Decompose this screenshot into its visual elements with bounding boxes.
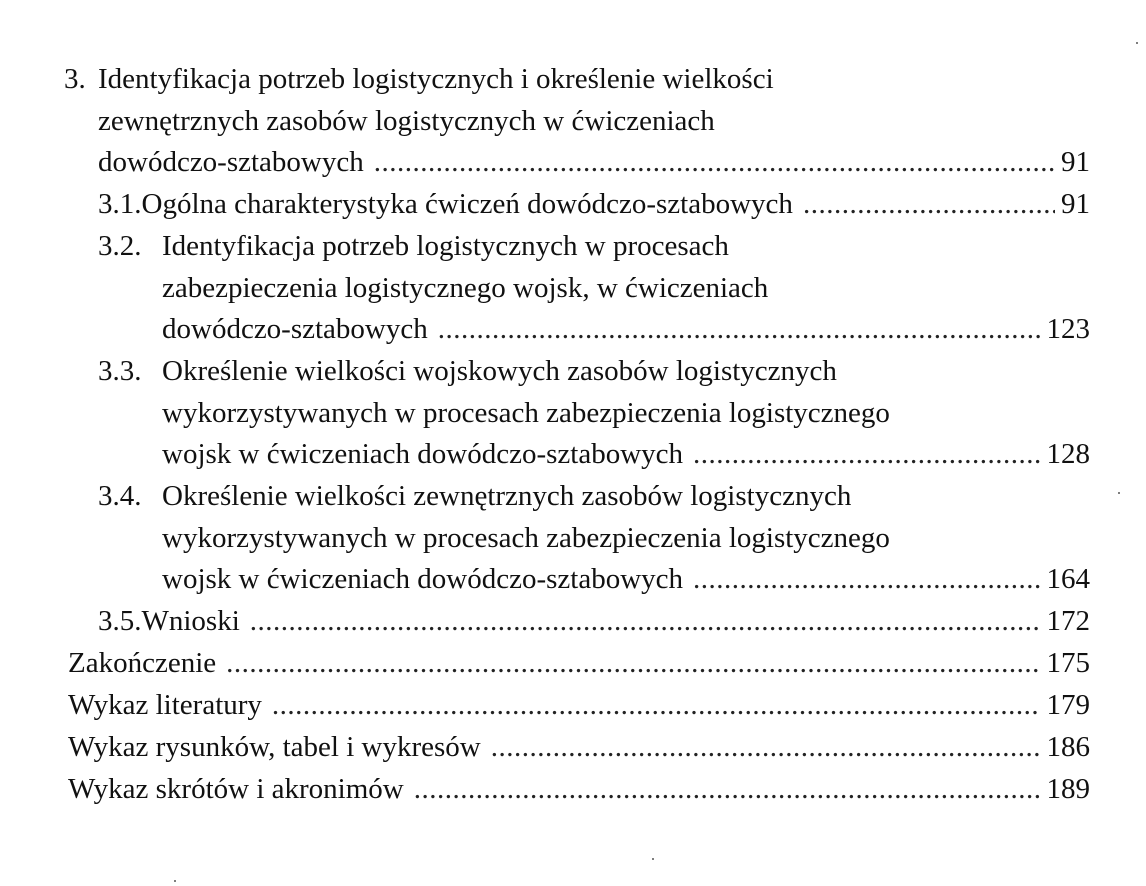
- toc-page-number: 179: [1046, 689, 1090, 721]
- toc-leader-dots: [250, 600, 1041, 642]
- toc-page-number: 186: [1046, 731, 1090, 763]
- toc-entry-number: 3.3.: [98, 355, 142, 387]
- toc-leader-dots: [693, 433, 1040, 475]
- toc-leader-dots: [438, 308, 1041, 350]
- toc-entry-title: Wnioski: [141, 605, 240, 637]
- scan-speck: [1118, 492, 1120, 494]
- toc-entry-wykaz-skrotow: [68, 768, 1090, 810]
- toc-page-number: 91: [1061, 146, 1090, 178]
- toc-entry-chapter-3-line-3: [98, 141, 1090, 183]
- toc-entry-title: zabezpieczenia logistycznego wojsk, w ćwiczeniach: [162, 272, 769, 304]
- toc-entry-number: 3.: [64, 63, 86, 95]
- scan-speck: [652, 858, 654, 860]
- toc-leader-dots: [693, 558, 1040, 600]
- toc-entry-3-5: [98, 600, 1090, 642]
- toc-entry-title: Ogólna charakterystyka ćwiczeń dowódczo-sztabowych: [141, 188, 793, 220]
- toc-entry-3-2-line-3: [162, 308, 1090, 350]
- toc-leader-dots: [226, 642, 1040, 684]
- toc-entry-title: wojsk w ćwiczeniach dowódczo-sztabowych: [162, 563, 684, 595]
- toc-leader-dots: [414, 768, 1041, 810]
- toc-entry-3-3-line-2: [162, 392, 890, 434]
- toc-entry-number: 3.4.: [98, 480, 142, 512]
- toc-entry-3-3-line-1: [98, 350, 837, 392]
- toc-entry-zakonczenie: [68, 642, 1090, 684]
- toc-entry-title: dowódczo-sztabowych: [98, 146, 364, 178]
- toc-entry-wykaz-rysunkow: [68, 726, 1090, 768]
- toc-entry-title: Określenie wielkości zewnętrznych zasobów logistycznych: [162, 480, 852, 512]
- toc-entry-title: wykorzystywanych w procesach zabezpieczenia logistycznego: [162, 397, 890, 429]
- toc-leader-dots: [272, 684, 1041, 726]
- toc-leader-dots: [803, 183, 1055, 225]
- toc-entry-title: Zakończenie: [68, 647, 217, 679]
- toc-page-number: 91: [1061, 188, 1090, 220]
- toc-page-number: 164: [1046, 563, 1090, 595]
- toc-entry-title: Określenie wielkości wojskowych zasobów logistycznych: [162, 355, 837, 387]
- toc-entry-title: Wykaz rysunków, tabel i wykresów: [68, 731, 481, 763]
- toc-entry-3-3-line-3: [162, 433, 1090, 475]
- toc-entry-3-4-line-2: [162, 517, 890, 559]
- toc-entry-title: Identyfikacja potrzeb logistycznych w procesach: [162, 230, 729, 262]
- toc-entry-number: 3.5.: [98, 605, 142, 637]
- toc-entry-3-4-line-3: [162, 558, 1090, 600]
- toc-entry-3-1: [98, 183, 1090, 225]
- toc-entry-title: zewnętrznych zasobów logistycznych w ćwiczeniach: [98, 105, 715, 137]
- toc-entry-number: 3.1.: [98, 188, 142, 220]
- toc-entry-number: 3.2.: [98, 230, 142, 262]
- toc-page-number: 189: [1046, 773, 1090, 805]
- toc-entry-title: wykorzystywanych w procesach zabezpieczenia logistycznego: [162, 522, 890, 554]
- toc-page-number: 175: [1046, 647, 1090, 679]
- toc-page-number: 123: [1046, 313, 1090, 345]
- toc-leader-dots: [491, 726, 1041, 768]
- toc-entry-wykaz-literatury: [68, 684, 1090, 726]
- scan-speck: [1136, 42, 1138, 44]
- toc-entry-title: dowódczo-sztabowych: [162, 313, 428, 345]
- toc-page-number: 128: [1046, 438, 1090, 470]
- toc-page-number: 172: [1046, 605, 1090, 637]
- toc-entry-chapter-3-line-1: [64, 58, 774, 100]
- toc-leader-dots: [374, 141, 1055, 183]
- toc-entry-title: wojsk w ćwiczeniach dowódczo-sztabowych: [162, 438, 684, 470]
- scan-speck: [174, 880, 176, 882]
- toc-entry-title: Wykaz skrótów i akronimów: [68, 773, 404, 805]
- toc-entry-3-2-line-1: [98, 225, 729, 267]
- toc-entry-chapter-3-line-2: [98, 100, 715, 142]
- toc-entry-title: Identyfikacja potrzeb logistycznych i określenie wielkości: [98, 63, 774, 95]
- toc-entry-3-4-line-1: [98, 475, 851, 517]
- toc-entry-3-2-line-2: [162, 267, 768, 309]
- toc-entry-title: Wykaz literatury: [68, 689, 262, 721]
